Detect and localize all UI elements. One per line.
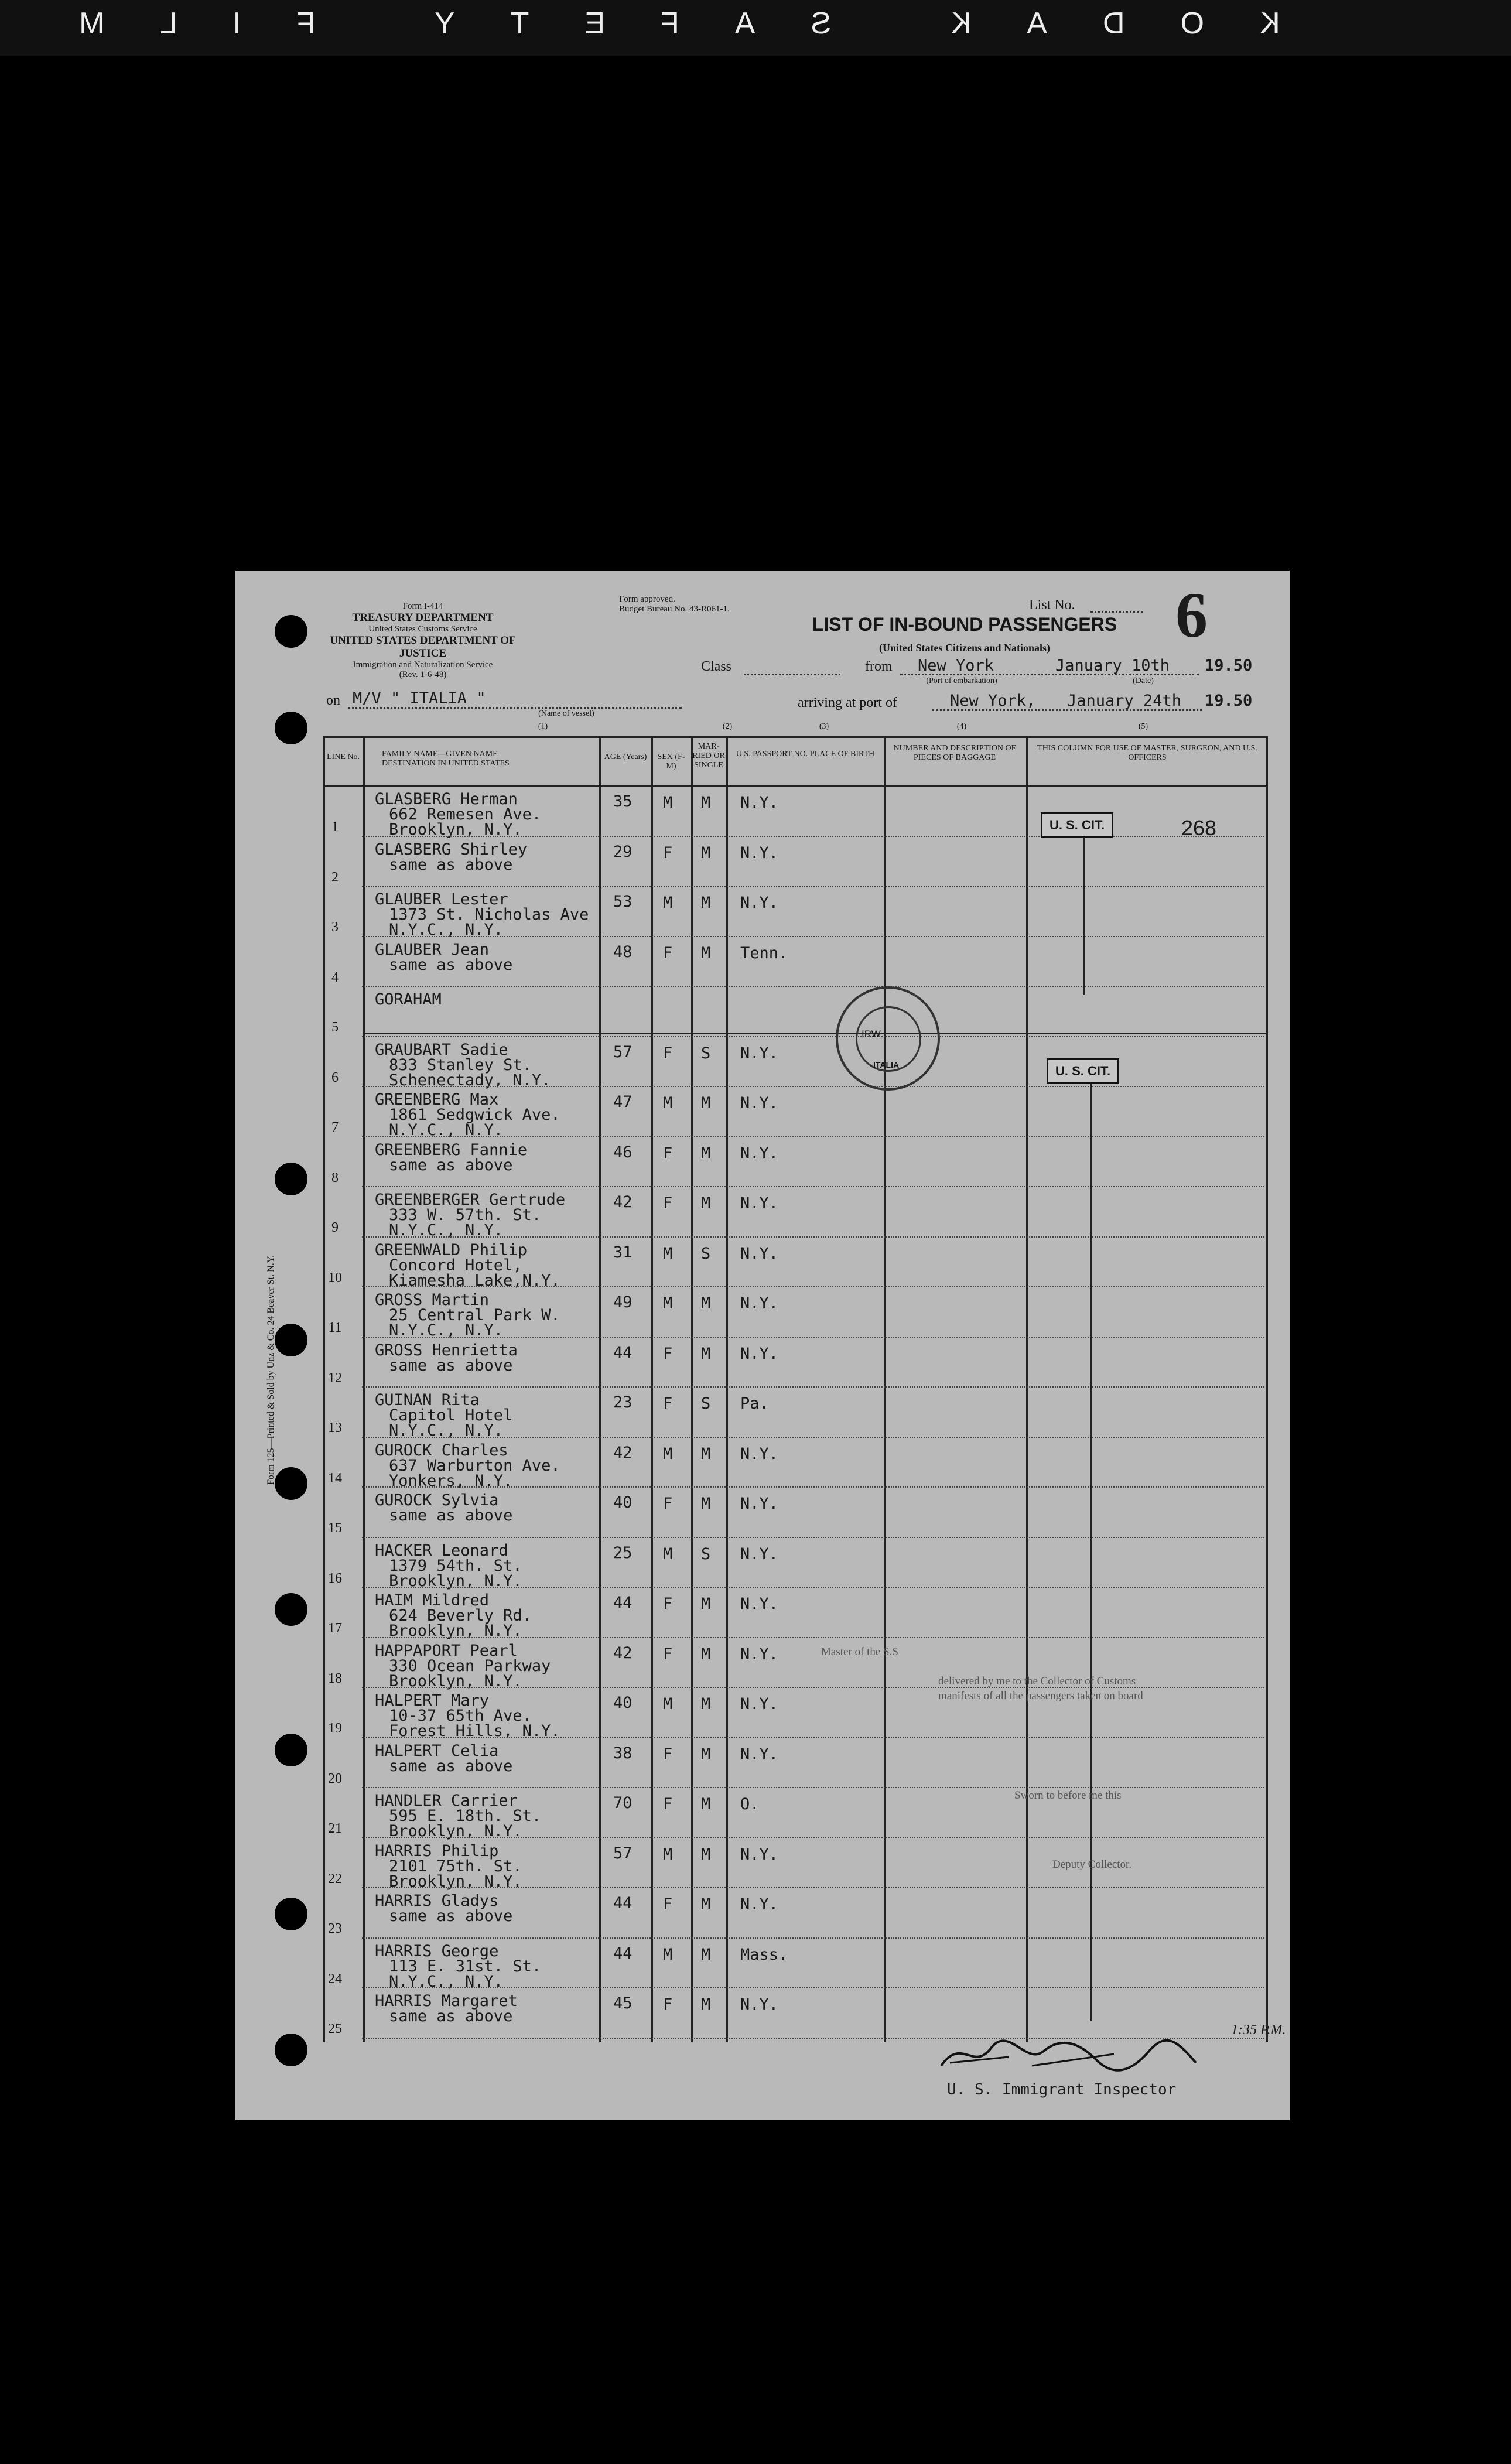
passenger-sex: F bbox=[663, 843, 673, 862]
passenger-sex: M bbox=[663, 1544, 673, 1563]
passenger-name: HALPERT Celia bbox=[375, 1741, 499, 1760]
passenger-marital-status: M bbox=[701, 894, 711, 912]
col-header-passport: U.S. PASSPORT NO. PLACE OF BIRTH bbox=[736, 750, 875, 758]
col-header-married: MAR-RIED OR SINGLE bbox=[692, 742, 725, 770]
col-header-sex: SEX (F-M) bbox=[657, 753, 685, 771]
passenger-address-1: same as above bbox=[389, 1756, 513, 1775]
passenger-name: GUROCK Sylvia bbox=[375, 1491, 499, 1509]
line-number: 4 bbox=[331, 969, 339, 985]
col-divider-married bbox=[691, 736, 693, 2042]
treasury-dept: TREASURY DEPARTMENT bbox=[352, 611, 494, 624]
passenger-age: 40 bbox=[613, 1494, 633, 1512]
col-num-5: (5) bbox=[1138, 722, 1148, 731]
passenger-name: GREENBERGER Gertrude bbox=[375, 1191, 566, 1209]
port-embark-note: (Port of embarkation) bbox=[926, 676, 997, 685]
passenger-name: GLASBERG Shirley bbox=[375, 840, 528, 859]
passenger-marital-status: M bbox=[701, 1495, 711, 1513]
passenger-name: HANDLER Carrier bbox=[375, 1792, 518, 1810]
row-ruling bbox=[362, 1036, 1264, 1037]
passenger-address-1: 595 E. 18th. St. bbox=[389, 1807, 542, 1825]
passenger-sex: M bbox=[663, 894, 673, 912]
passenger-age: 25 bbox=[613, 1543, 633, 1562]
passenger-address-1: same as above bbox=[389, 855, 513, 874]
passenger-age: 42 bbox=[613, 1443, 633, 1462]
line-number: 23 bbox=[328, 1921, 342, 1936]
page-subtitle: (United States Citizens and Nationals) bbox=[878, 642, 1050, 654]
bleed-through-text: Sworn to before me this bbox=[1014, 1789, 1122, 1802]
passenger-age: 48 bbox=[613, 942, 633, 961]
row-ruling bbox=[362, 836, 1264, 837]
passenger-marital-status: M bbox=[701, 1194, 711, 1212]
passenger-birthplace: N.Y. bbox=[740, 1745, 779, 1764]
line-number: 20 bbox=[328, 1771, 342, 1786]
passenger-marital-status: M bbox=[701, 1595, 711, 1613]
punch-hole bbox=[275, 1593, 307, 1626]
list-no-value: 6 bbox=[1175, 579, 1208, 651]
passenger-age: 53 bbox=[613, 893, 633, 911]
passenger-age: 29 bbox=[613, 842, 633, 861]
row-ruling bbox=[362, 1486, 1264, 1488]
ditto-line bbox=[1090, 1084, 1092, 2021]
shipping-line-stamp bbox=[836, 986, 940, 1091]
passenger-sex: M bbox=[663, 794, 673, 812]
row-ruling bbox=[362, 1737, 1264, 1738]
passenger-address-2: Schenectady, N.Y. bbox=[389, 1071, 551, 1089]
passenger-address-2: N.Y.C., N.Y. bbox=[389, 1321, 504, 1339]
passenger-name: GORAHAM bbox=[375, 990, 442, 1009]
passenger-address-1: same as above bbox=[389, 1506, 513, 1525]
row-ruling bbox=[362, 1337, 1264, 1338]
passenger-address-1: same as above bbox=[389, 955, 513, 974]
passenger-sex: F bbox=[663, 1645, 673, 1663]
from-date: January 10th bbox=[1055, 657, 1170, 675]
arrival-date: January 24th bbox=[1067, 692, 1182, 710]
passenger-address-1: 662 Remesen Ave. bbox=[389, 805, 542, 823]
passenger-birthplace: N.Y. bbox=[740, 1544, 779, 1563]
line-number: 5 bbox=[331, 1020, 339, 1035]
line-number: 14 bbox=[328, 1470, 342, 1486]
passenger-age: 42 bbox=[613, 1193, 633, 1211]
punch-hole bbox=[275, 2034, 307, 2066]
passenger-age: 46 bbox=[613, 1143, 633, 1161]
passenger-name: HARRIS Margaret bbox=[375, 1992, 518, 2010]
passenger-birthplace: N.Y. bbox=[740, 1094, 779, 1112]
col-divider-line-no bbox=[363, 736, 365, 2042]
col-num-1: (1) bbox=[538, 722, 548, 731]
col-header-name: FAMILY NAME—GIVEN NAME DESTINATION IN UNITED STATES bbox=[382, 750, 510, 768]
passenger-address-1: 10-37 65th Ave. bbox=[389, 1707, 532, 1725]
passenger-age: 38 bbox=[613, 1744, 633, 1762]
passenger-birthplace: N.Y. bbox=[740, 1044, 779, 1062]
passenger-birthplace: N.Y. bbox=[740, 894, 779, 912]
passenger-address-2: Forest Hills, N.Y. bbox=[389, 1722, 560, 1740]
from-port: New York bbox=[918, 657, 994, 675]
punch-hole bbox=[275, 712, 307, 744]
passenger-address-1: 25 Central Park W. bbox=[389, 1306, 560, 1324]
passenger-sex: F bbox=[663, 1395, 673, 1413]
passenger-marital-status: M bbox=[701, 794, 711, 812]
bleed-through-text: Master of the S.S bbox=[821, 1646, 898, 1658]
film-edge-strip bbox=[0, 0, 1511, 56]
col-num-4: (4) bbox=[956, 722, 967, 731]
passenger-sex: F bbox=[663, 1495, 673, 1513]
budget-bureau-no: Budget Bureau No. 43-R061-1. bbox=[619, 604, 730, 614]
line-number: 18 bbox=[328, 1670, 342, 1686]
passenger-birthplace: N.Y. bbox=[740, 1444, 779, 1463]
stamp-ring-text: ITALIA bbox=[873, 1060, 900, 1069]
passenger-name: HARRIS Philip bbox=[375, 1841, 499, 1860]
passenger-sex: F bbox=[663, 1895, 673, 1913]
passenger-birthplace: Tenn. bbox=[740, 944, 788, 962]
col-divider-sex bbox=[651, 736, 653, 2042]
line-number: 7 bbox=[331, 1120, 339, 1135]
passenger-sex: F bbox=[663, 1795, 673, 1813]
line-number: 17 bbox=[328, 1621, 342, 1636]
passenger-age: 45 bbox=[613, 1994, 633, 2012]
line-number: 21 bbox=[328, 1821, 342, 1836]
passenger-birthplace: O. bbox=[740, 1795, 760, 1813]
line-number: 10 bbox=[328, 1270, 342, 1286]
passenger-birthplace: N.Y. bbox=[740, 1845, 779, 1864]
passenger-address-2: Brooklyn, N.Y. bbox=[389, 1571, 522, 1590]
class-line bbox=[744, 674, 840, 675]
row-ruling bbox=[362, 1186, 1264, 1187]
passenger-address-1: 330 Ocean Parkway bbox=[389, 1656, 551, 1675]
list-no-label: List No. bbox=[1029, 597, 1075, 613]
passenger-birthplace: N.Y. bbox=[740, 1895, 779, 1913]
passenger-name: HAIM Mildred bbox=[375, 1591, 490, 1609]
line-number: 8 bbox=[331, 1170, 339, 1185]
passenger-address-1: same as above bbox=[389, 2007, 513, 2025]
ins-service: Immigration and Naturalization Service bbox=[353, 660, 493, 669]
row-ruling bbox=[362, 886, 1264, 887]
inspector-title: U. S. Immigrant Inspector bbox=[947, 2081, 1177, 2099]
col-num-2: (2) bbox=[722, 722, 733, 731]
passenger-marital-status: M bbox=[701, 1144, 711, 1163]
passenger-name: GREENBERG Max bbox=[375, 1091, 499, 1109]
count-number: 268 bbox=[1181, 816, 1217, 840]
row-ruling bbox=[362, 1286, 1264, 1287]
punch-hole bbox=[275, 1467, 307, 1500]
signature-time-note: 1:35 P.M. bbox=[1231, 2022, 1286, 2038]
passenger-address-1: 1373 St. Nicholas Ave bbox=[389, 905, 589, 924]
passenger-age: 42 bbox=[613, 1643, 633, 1662]
passenger-sex: F bbox=[663, 1995, 673, 2014]
passenger-address-2: N.Y.C., N.Y. bbox=[389, 921, 504, 939]
row-ruling bbox=[362, 1236, 1264, 1238]
passenger-marital-status: S bbox=[701, 1395, 711, 1413]
passenger-address-1: 637 Warburton Ave. bbox=[389, 1456, 560, 1475]
col-header-line-no: LINE No. bbox=[327, 753, 360, 761]
row-ruling bbox=[362, 1386, 1264, 1388]
header-agencies bbox=[323, 602, 522, 680]
passenger-name: GLASBERG Herman bbox=[375, 790, 518, 808]
passenger-marital-status: M bbox=[701, 1745, 711, 1764]
passenger-sex: M bbox=[663, 1444, 673, 1463]
from-label: from bbox=[865, 659, 893, 674]
passenger-sex: M bbox=[663, 1294, 673, 1313]
punch-hole bbox=[275, 1324, 307, 1356]
inspector-signature bbox=[938, 2031, 1243, 2077]
line-number: 2 bbox=[331, 869, 339, 885]
passenger-address-1: 113 E. 31st. St. bbox=[389, 1957, 542, 1976]
group-separator bbox=[363, 1033, 1266, 1034]
passenger-marital-status: M bbox=[701, 1094, 711, 1112]
line-number: 13 bbox=[328, 1420, 342, 1436]
col-header-officers: THIS COLUMN FOR USE OF MASTER, SURGEON, AND U.S. OFFICERS bbox=[1037, 744, 1257, 762]
passenger-name: GROSS Martin bbox=[375, 1291, 490, 1309]
col-divider-age bbox=[599, 736, 601, 2042]
punch-hole bbox=[275, 1734, 307, 1766]
passenger-birthplace: N.Y. bbox=[740, 1995, 779, 2014]
row-ruling bbox=[362, 936, 1264, 937]
arrival-year: 19.50 bbox=[1205, 692, 1253, 710]
passenger-marital-status: S bbox=[701, 1544, 711, 1563]
passenger-name: HALPERT Mary bbox=[375, 1691, 490, 1710]
date-note: (Date) bbox=[1133, 676, 1154, 685]
passenger-age: 44 bbox=[613, 1894, 633, 1912]
passenger-age: 57 bbox=[613, 1043, 633, 1061]
row-ruling bbox=[362, 986, 1264, 987]
from-year: 19.50 bbox=[1205, 657, 1253, 675]
passenger-address-2: N.Y.C., N.Y. bbox=[389, 1221, 504, 1239]
passenger-name: GUROCK Charles bbox=[375, 1441, 508, 1460]
passenger-sex: M bbox=[663, 1094, 673, 1112]
passenger-sex: M bbox=[663, 1695, 673, 1713]
passenger-birthplace: N.Y. bbox=[740, 1645, 779, 1663]
side-imprint: Form 125—Printed & Sold by Unz & Co. 24 Beaver St. N.Y. bbox=[266, 1255, 276, 1485]
passenger-address-2: N.Y.C., N.Y. bbox=[389, 1972, 504, 1991]
passenger-name: HAPPAPORT Pearl bbox=[375, 1641, 518, 1660]
bleed-through-text: Deputy Collector. bbox=[1052, 1858, 1132, 1871]
passenger-address-1: Capitol Hotel bbox=[389, 1406, 513, 1424]
passenger-name: HARRIS George bbox=[375, 1942, 499, 1960]
passenger-marital-status: S bbox=[701, 1244, 711, 1263]
passenger-marital-status: M bbox=[701, 1795, 711, 1813]
table-right-border bbox=[1266, 736, 1268, 2042]
passenger-sex: F bbox=[663, 944, 673, 962]
row-ruling bbox=[362, 1837, 1264, 1838]
passenger-age: 44 bbox=[613, 1594, 633, 1612]
line-number: 25 bbox=[328, 2021, 342, 2036]
passenger-list-page bbox=[235, 571, 1290, 2120]
vessel-note: (Name of vessel) bbox=[538, 709, 594, 718]
bleed-through-text: delivered by me to the Collector of Customs bbox=[938, 1675, 1136, 1687]
passenger-marital-status: S bbox=[701, 1044, 711, 1062]
passenger-age: 40 bbox=[613, 1694, 633, 1712]
table-top-border bbox=[323, 736, 1267, 738]
passenger-sex: F bbox=[663, 1745, 673, 1764]
line-number: 11 bbox=[328, 1320, 342, 1335]
passenger-marital-status: M bbox=[701, 1895, 711, 1913]
row-ruling bbox=[362, 1787, 1264, 1788]
passenger-name: HARRIS Gladys bbox=[375, 1892, 499, 1910]
passenger-age: 49 bbox=[613, 1293, 633, 1311]
form-approved: Form approved. bbox=[619, 594, 675, 604]
passenger-name: GREENBERG Fannie bbox=[375, 1140, 528, 1159]
col-divider-passport bbox=[726, 736, 728, 2042]
passenger-birthplace: N.Y. bbox=[740, 1595, 779, 1613]
passenger-birthplace: N.Y. bbox=[740, 1244, 779, 1263]
passenger-address-1: 2101 75th. St. bbox=[389, 1857, 522, 1875]
passenger-marital-status: M bbox=[701, 1444, 711, 1463]
customs-service: United States Customs Service bbox=[368, 624, 477, 634]
line-number: 24 bbox=[328, 1971, 342, 1987]
passenger-age: 47 bbox=[613, 1093, 633, 1111]
punch-hole bbox=[275, 615, 307, 648]
passenger-address-1: 333 W. 57th. St. bbox=[389, 1206, 542, 1224]
passenger-name: GLAUBER Lester bbox=[375, 890, 508, 908]
passenger-marital-status: M bbox=[701, 1294, 711, 1313]
passenger-birthplace: N.Y. bbox=[740, 843, 779, 862]
passenger-address-2: Brooklyn, N.Y. bbox=[389, 1672, 522, 1690]
passenger-age: 35 bbox=[613, 792, 633, 811]
line-number: 6 bbox=[331, 1069, 339, 1085]
passenger-address-2: N.Y.C., N.Y. bbox=[389, 1421, 504, 1440]
passenger-sex: M bbox=[663, 1945, 673, 1964]
stamp-center-text: IRW bbox=[862, 1028, 881, 1040]
col-header-baggage: NUMBER AND DESCRIPTION OF PIECES OF BAGGAGE bbox=[893, 744, 1016, 762]
passenger-age: 23 bbox=[613, 1393, 633, 1412]
passenger-birthplace: N.Y. bbox=[740, 1294, 779, 1313]
row-ruling bbox=[362, 1086, 1264, 1087]
us-citizen-stamp: U. S. CIT. bbox=[1047, 1058, 1119, 1084]
passenger-address-1: Concord Hotel, bbox=[389, 1256, 522, 1274]
passenger-address-1: same as above bbox=[389, 1356, 513, 1375]
row-ruling bbox=[362, 1887, 1264, 1888]
bleed-through-text: manifests of all the passengers taken on board bbox=[938, 1690, 1143, 1702]
row-ruling bbox=[362, 1136, 1264, 1137]
form-approval bbox=[619, 594, 760, 614]
col-divider-baggage bbox=[884, 736, 886, 2042]
punch-hole bbox=[275, 1898, 307, 1930]
row-ruling bbox=[362, 1987, 1264, 1988]
arrival-port: New York, bbox=[950, 692, 1036, 710]
line-number: 3 bbox=[331, 920, 339, 935]
passenger-marital-status: M bbox=[701, 1945, 711, 1964]
passenger-name: GLAUBER Jean bbox=[375, 940, 490, 959]
passenger-marital-status: M bbox=[701, 1344, 711, 1363]
line-number: 15 bbox=[328, 1520, 342, 1536]
passenger-address-1: 1861 Sedgwick Ave. bbox=[389, 1106, 560, 1124]
row-ruling bbox=[362, 1437, 1264, 1438]
row-ruling bbox=[362, 1937, 1264, 1939]
passenger-marital-status: M bbox=[701, 1695, 711, 1713]
passenger-sex: M bbox=[663, 1845, 673, 1864]
passenger-age: 57 bbox=[613, 1844, 633, 1862]
passenger-marital-status: M bbox=[701, 843, 711, 862]
line-number: 1 bbox=[331, 819, 339, 835]
passenger-age: 44 bbox=[613, 1343, 633, 1362]
passenger-birthplace: Mass. bbox=[740, 1945, 788, 1964]
passenger-address-1: 833 Stanley St. bbox=[389, 1055, 532, 1074]
passenger-birthplace: N.Y. bbox=[740, 1194, 779, 1212]
passenger-address-1: 1379 54th. St. bbox=[389, 1556, 522, 1575]
passenger-name: HACKER Leonard bbox=[375, 1541, 508, 1560]
passenger-birthplace: N.Y. bbox=[740, 794, 779, 812]
passenger-address-2: Brooklyn, N.Y. bbox=[389, 1872, 522, 1891]
passenger-sex: M bbox=[663, 1244, 673, 1263]
passenger-birthplace: Pa. bbox=[740, 1395, 769, 1413]
us-citizen-stamp: U. S. CIT. bbox=[1041, 812, 1113, 838]
justice-dept: UNITED STATES DEPARTMENT OF JUSTICE bbox=[330, 634, 516, 659]
col-divider-officers bbox=[1026, 736, 1028, 2042]
passenger-name: GRAUBART Sadie bbox=[375, 1040, 508, 1059]
passenger-birthplace: N.Y. bbox=[740, 1695, 779, 1713]
passenger-birthplace: N.Y. bbox=[740, 1144, 779, 1163]
row-ruling bbox=[362, 1587, 1264, 1588]
on-label: on bbox=[326, 693, 340, 708]
passenger-age: 31 bbox=[613, 1243, 633, 1262]
passenger-address-2: N.Y.C., N.Y. bbox=[389, 1121, 504, 1139]
film-edge-text: KODAK SAFETY FILM bbox=[23, 6, 1280, 40]
punch-hole bbox=[275, 1163, 307, 1195]
line-number: 16 bbox=[328, 1570, 342, 1586]
line-number: 9 bbox=[331, 1220, 339, 1235]
class-label: Class bbox=[701, 659, 732, 674]
passenger-address-2: Brooklyn, N.Y. bbox=[389, 1622, 522, 1640]
passenger-sex: F bbox=[663, 1595, 673, 1613]
passenger-sex: F bbox=[663, 1344, 673, 1363]
passenger-address-1: same as above bbox=[389, 1156, 513, 1174]
passenger-address-2: Yonkers, N.Y. bbox=[389, 1471, 513, 1490]
list-no-line bbox=[1090, 611, 1143, 613]
passenger-marital-status: M bbox=[701, 1995, 711, 2014]
page-title: LIST OF IN-BOUND PASSENGERS bbox=[812, 614, 1117, 635]
passenger-age: 44 bbox=[613, 1944, 633, 1963]
passenger-name: GROSS Henrietta bbox=[375, 1341, 518, 1359]
passenger-address-1: same as above bbox=[389, 1907, 513, 1925]
vessel-name: M/V " ITALIA " bbox=[353, 689, 486, 708]
col-num-3: (3) bbox=[819, 722, 829, 731]
line-number: 12 bbox=[328, 1370, 342, 1386]
line-number: 22 bbox=[328, 1871, 342, 1887]
passenger-sex: F bbox=[663, 1044, 673, 1062]
line-number: 19 bbox=[328, 1721, 342, 1736]
row-ruling bbox=[362, 1637, 1264, 1638]
passenger-address-2: Brooklyn, N.Y. bbox=[389, 821, 522, 839]
passenger-age: 70 bbox=[613, 1794, 633, 1812]
passenger-marital-status: M bbox=[701, 944, 711, 962]
ditto-line bbox=[1083, 838, 1085, 995]
table-header-border bbox=[323, 785, 1267, 787]
passenger-address-2: Kiamesha Lake,N.Y. bbox=[389, 1271, 560, 1290]
passenger-address-2: Brooklyn, N.Y. bbox=[389, 1822, 522, 1840]
passenger-birthplace: N.Y. bbox=[740, 1344, 779, 1363]
row-ruling bbox=[362, 1537, 1264, 1538]
passenger-sex: F bbox=[663, 1194, 673, 1212]
passenger-marital-status: M bbox=[701, 1845, 711, 1864]
passenger-sex: F bbox=[663, 1144, 673, 1163]
passenger-birthplace: N.Y. bbox=[740, 1495, 779, 1513]
passenger-name: GREENWALD Philip bbox=[375, 1240, 528, 1259]
form-number: Form I-414 bbox=[402, 602, 443, 611]
passenger-marital-status: M bbox=[701, 1645, 711, 1663]
revision-date: (Rev. 1-6-48) bbox=[399, 670, 447, 679]
arriving-label: arriving at port of bbox=[798, 695, 897, 710]
passenger-address-1: 624 Beverly Rd. bbox=[389, 1607, 532, 1625]
col-header-age: AGE (Years) bbox=[604, 753, 647, 761]
passenger-name: GUINAN Rita bbox=[375, 1391, 480, 1409]
